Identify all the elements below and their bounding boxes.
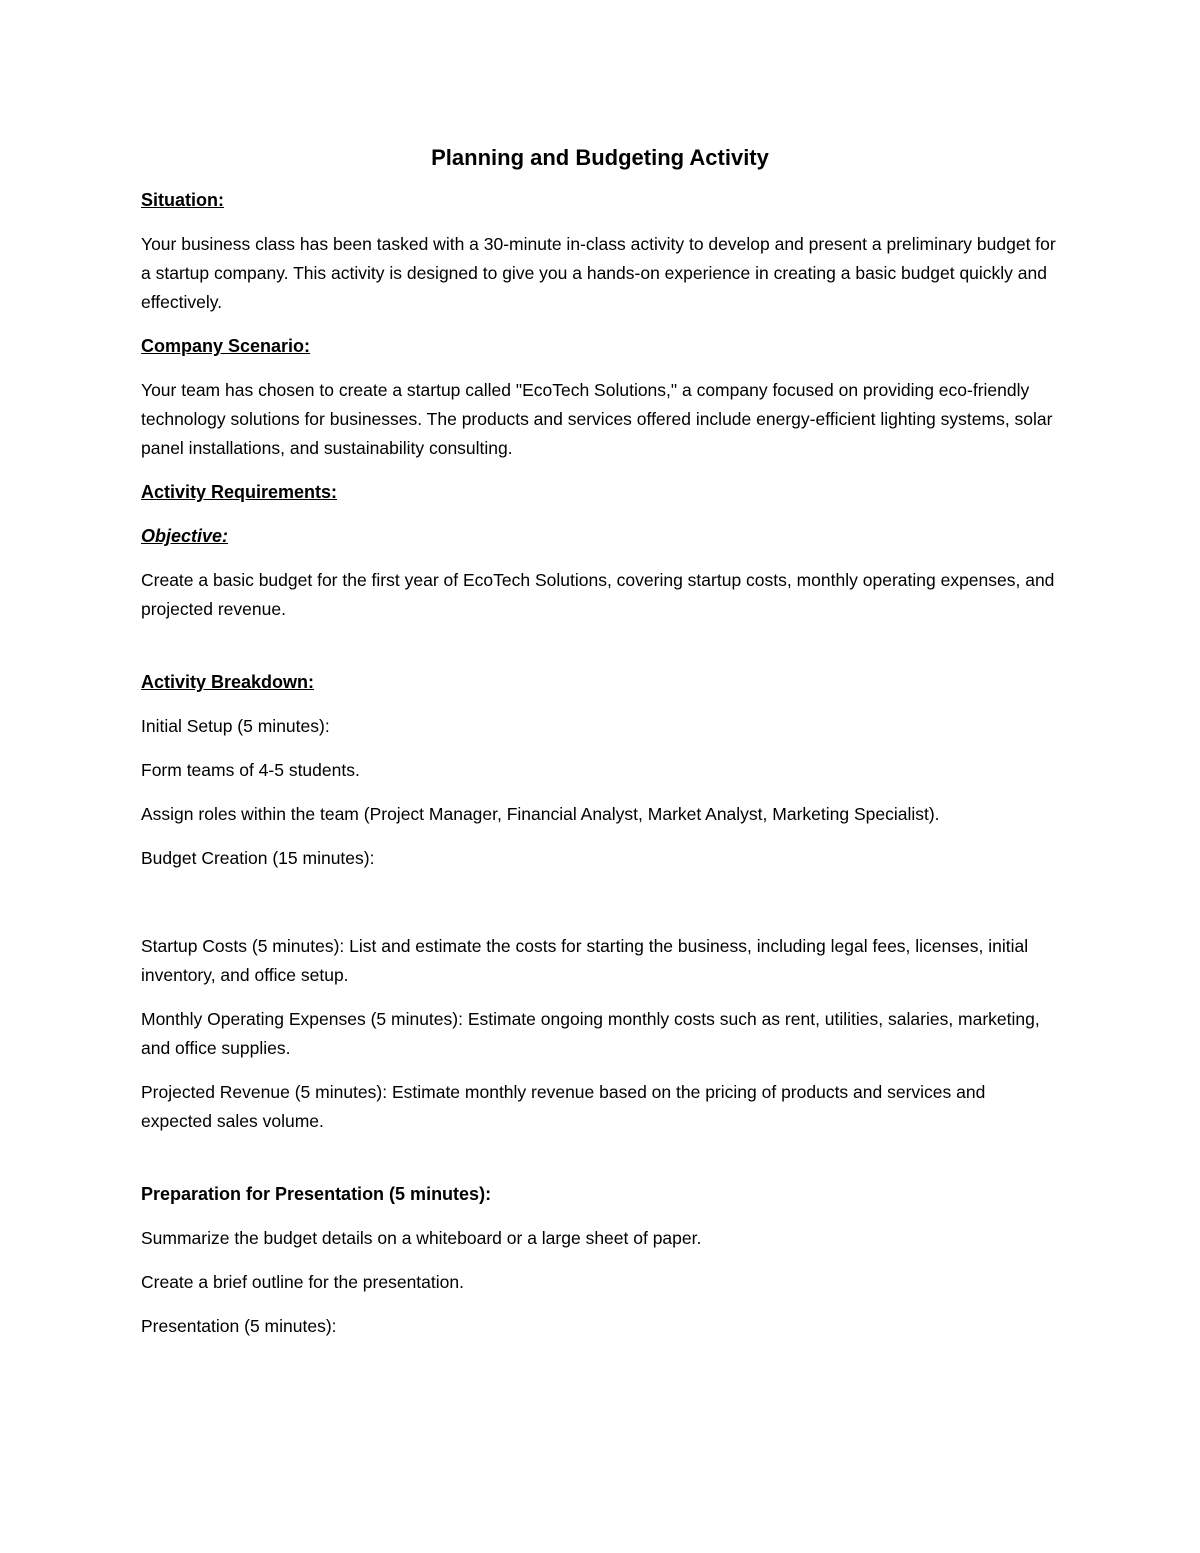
activity-requirements-heading: Activity Requirements:	[141, 482, 338, 502]
spacer	[141, 1151, 1061, 1180]
monthly-expenses-text: Monthly Operating Expenses (5 minutes): Estimate ongoing monthly costs such as rent, utilities, salaries, marketing, and office supplies.	[141, 1009, 1040, 1058]
presentation-text: Presentation (5 minutes):	[141, 1316, 337, 1336]
situation-heading: Situation:	[141, 190, 224, 210]
situation-text: Your business class has been tasked with a 30-minute in-class activity to develop and present a preliminary budget for a startup company. This activity is designed to give you a hands-on experience in creating a basic budget quickly and effectively.	[141, 234, 1056, 312]
projected-revenue-text: Projected Revenue (5 minutes): Estimate monthly revenue based on the pricing of products and services and expected sales volume.	[141, 1082, 986, 1131]
form-teams-text: Form teams of 4-5 students.	[141, 760, 360, 780]
company-scenario-heading: Company Scenario:	[141, 336, 311, 356]
objective-heading: Objective:	[141, 526, 229, 546]
initial-setup-text: Initial Setup (5 minutes):	[141, 716, 330, 736]
assign-roles-text: Assign roles within the team (Project Manager, Financial Analyst, Market Analyst, Marketing Specialist).	[141, 804, 940, 824]
document-body	[141, 140, 1061, 1356]
activity-breakdown-heading: Activity Breakdown:	[141, 672, 315, 692]
document-title: Planning and Budgeting Activity	[431, 145, 769, 170]
company-scenario-text: Your team has chosen to create a startup called "EcoTech Solutions," a company focused on providing eco-friendly technology solutions for businesses. The products and services offered include energy-efficient lighting systems, solar panel installations, and sustainability consulting.	[141, 380, 1053, 458]
preparation-heading: Preparation for Presentation (5 minutes):	[141, 1184, 492, 1204]
summarize-text: Summarize the budget details on a whiteboard or a large sheet of paper.	[141, 1228, 702, 1248]
spacer	[141, 639, 1061, 668]
spacer	[141, 888, 1061, 932]
budget-creation-text: Budget Creation (15 minutes):	[141, 848, 375, 868]
objective-text: Create a basic budget for the first year of EcoTech Solutions, covering startup costs, monthly operating expenses, and projected revenue.	[141, 570, 1055, 619]
startup-costs-text: Startup Costs (5 minutes): List and estimate the costs for starting the business, including legal fees, licenses, initial inventory, and office setup.	[141, 936, 1029, 985]
outline-text: Create a brief outline for the presentation.	[141, 1272, 464, 1292]
